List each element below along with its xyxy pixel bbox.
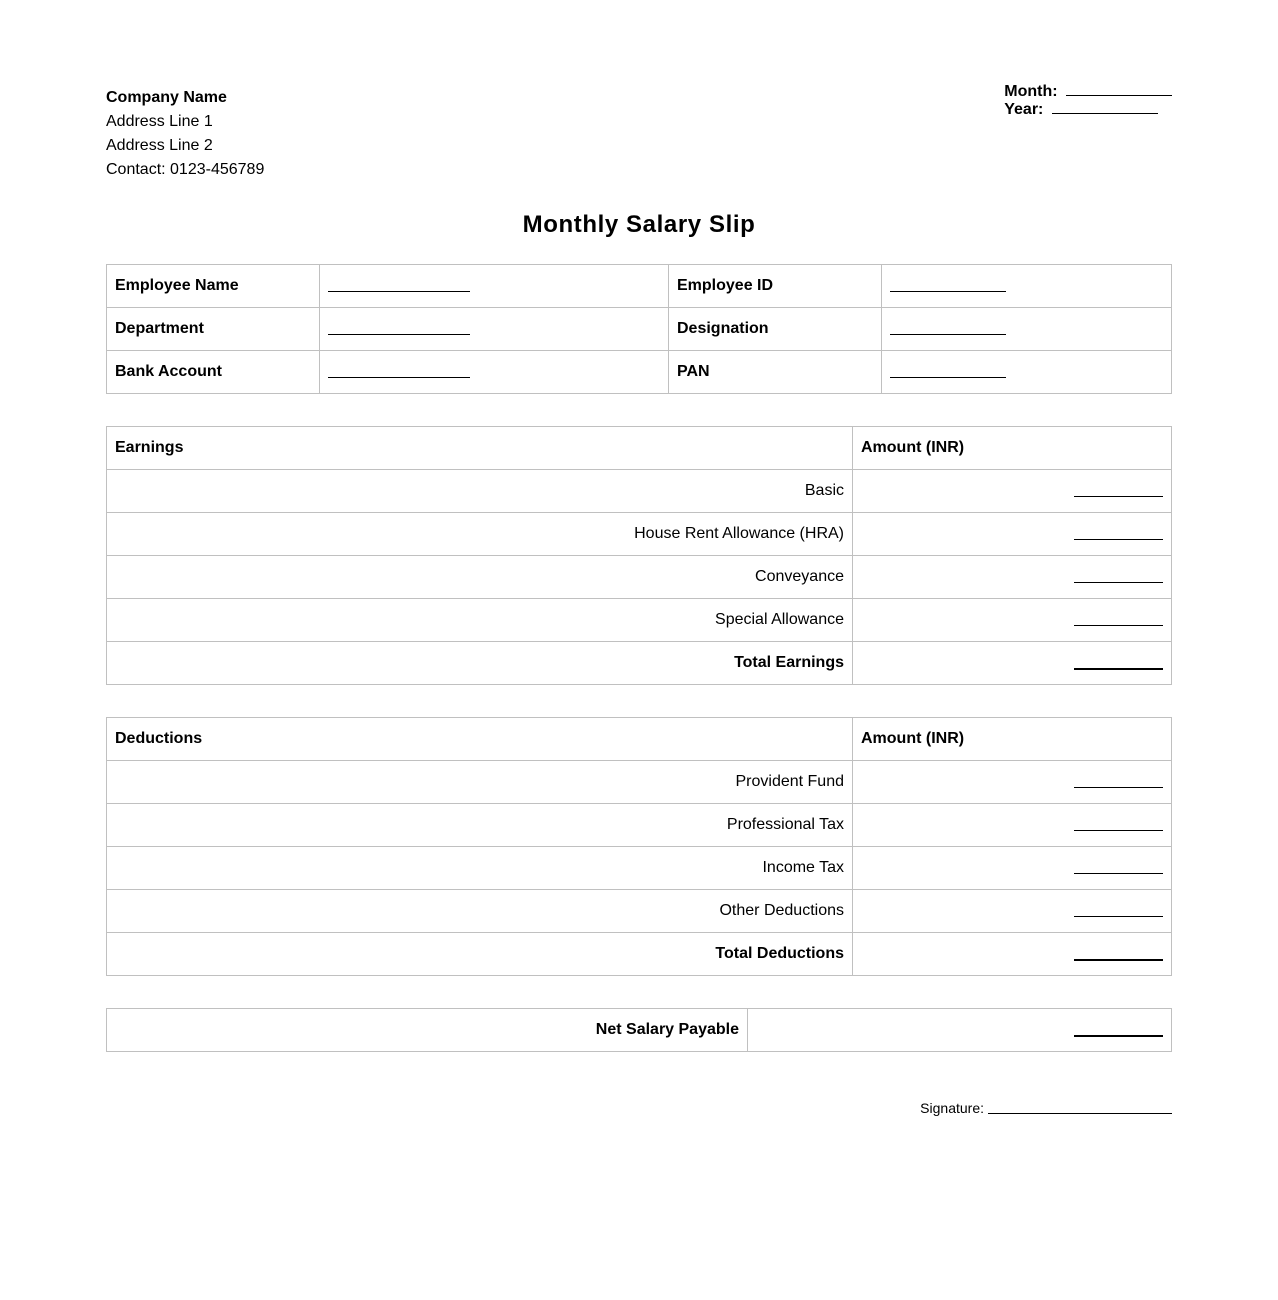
designation-label: Designation xyxy=(669,308,882,351)
table-row xyxy=(107,761,1172,804)
earning-item-label: Basic xyxy=(107,470,853,513)
earning-amount-field[interactable] xyxy=(853,599,1172,642)
employee-name-field[interactable] xyxy=(320,265,669,308)
total-earnings-field[interactable] xyxy=(853,642,1172,685)
period-info xyxy=(1004,83,1172,119)
table-row xyxy=(107,308,1172,351)
table-row xyxy=(107,556,1172,599)
earning-amount-field[interactable] xyxy=(853,556,1172,599)
total-deductions-field[interactable] xyxy=(853,933,1172,976)
year-label: Year: xyxy=(1004,101,1044,118)
table-row xyxy=(107,1009,1172,1052)
table-row xyxy=(107,351,1172,394)
month-field[interactable] xyxy=(1066,83,1172,96)
net-salary-field[interactable] xyxy=(748,1009,1172,1052)
earning-amount-field[interactable] xyxy=(853,513,1172,556)
month-row xyxy=(1004,83,1172,101)
designation-field[interactable] xyxy=(882,308,1172,351)
earnings-table xyxy=(106,426,1172,685)
bank-account-label: Bank Account xyxy=(107,351,320,394)
table-total-row xyxy=(107,933,1172,976)
table-row xyxy=(107,847,1172,890)
deductions-amount-header: Amount (INR) xyxy=(853,718,1172,761)
employee-details-table xyxy=(106,264,1172,394)
department-field[interactable] xyxy=(320,308,669,351)
earning-item-label: House Rent Allowance (HRA) xyxy=(107,513,853,556)
employee-id-field[interactable] xyxy=(882,265,1172,308)
year-row xyxy=(1004,101,1172,119)
deduction-amount-field[interactable] xyxy=(853,761,1172,804)
net-salary-label: Net Salary Payable xyxy=(107,1009,748,1052)
company-info xyxy=(106,86,264,182)
company-name: Company Name xyxy=(106,89,227,106)
deduction-item-label: Provident Fund xyxy=(107,761,853,804)
bank-account-field[interactable] xyxy=(320,351,669,394)
month-label: Month: xyxy=(1004,83,1058,100)
department-label: Department xyxy=(107,308,320,351)
deductions-header: Deductions xyxy=(107,718,853,761)
signature-field[interactable] xyxy=(988,1113,1172,1114)
table-total-row xyxy=(107,642,1172,685)
pan-label: PAN xyxy=(669,351,882,394)
deduction-item-label: Other Deductions xyxy=(107,890,853,933)
table-row xyxy=(107,470,1172,513)
deduction-amount-field[interactable] xyxy=(853,804,1172,847)
page-title: Monthly Salary Slip xyxy=(522,211,756,238)
pan-field[interactable] xyxy=(882,351,1172,394)
year-field[interactable] xyxy=(1052,101,1158,114)
deduction-item-label: Income Tax xyxy=(107,847,853,890)
table-header-row xyxy=(107,427,1172,470)
signature-label: Signature: xyxy=(920,1100,984,1116)
table-row xyxy=(107,804,1172,847)
earnings-amount-header: Amount (INR) xyxy=(853,427,1172,470)
employee-name-label: Employee Name xyxy=(107,265,320,308)
table-row xyxy=(107,513,1172,556)
deduction-item-label: Professional Tax xyxy=(107,804,853,847)
table-header-row xyxy=(107,718,1172,761)
signature-row xyxy=(920,1100,1172,1116)
deduction-amount-field[interactable] xyxy=(853,847,1172,890)
company-contact: Contact: 0123-456789 xyxy=(106,161,265,178)
employee-id-label: Employee ID xyxy=(669,265,882,308)
earnings-header: Earnings xyxy=(107,427,853,470)
table-row xyxy=(107,599,1172,642)
net-salary-table xyxy=(106,1008,1172,1052)
earning-item-label: Special Allowance xyxy=(107,599,853,642)
total-earnings-label: Total Earnings xyxy=(107,642,853,685)
deductions-table xyxy=(106,717,1172,976)
deduction-amount-field[interactable] xyxy=(853,890,1172,933)
earning-amount-field[interactable] xyxy=(853,470,1172,513)
address-line-1: Address Line 1 xyxy=(106,113,213,130)
earning-item-label: Conveyance xyxy=(107,556,853,599)
table-row xyxy=(107,890,1172,933)
address-line-2: Address Line 2 xyxy=(106,137,213,154)
table-row xyxy=(107,265,1172,308)
total-deductions-label: Total Deductions xyxy=(107,933,853,976)
